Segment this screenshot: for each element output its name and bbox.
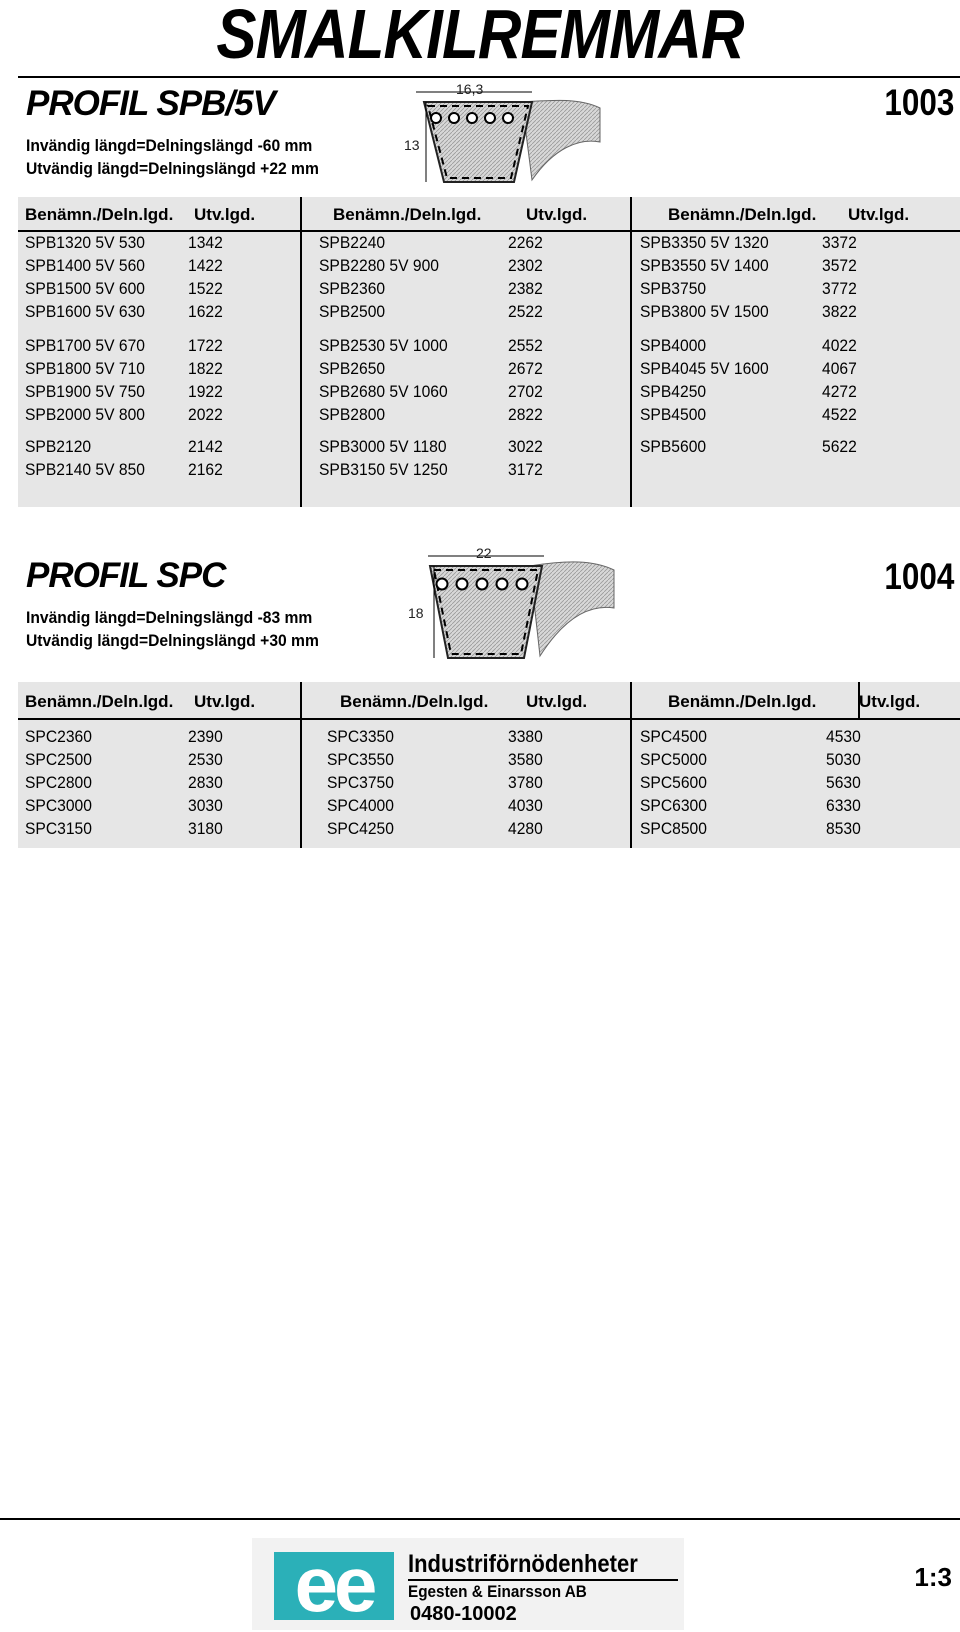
spc-belt-designation: SPC5600 xyxy=(640,773,707,792)
spb-belt-designation: SPB4000 xyxy=(640,336,707,355)
spc-outer-length: 4530 xyxy=(826,727,861,746)
spc-outer-length: 3580 xyxy=(508,750,543,769)
spb-outer-length: 2142 xyxy=(188,437,223,456)
spc-belt-designation: SPC2360 xyxy=(25,727,92,746)
spc-belt-profile-figure xyxy=(408,544,618,670)
spc-header-rule xyxy=(18,718,960,720)
spc-outer-length: 8530 xyxy=(826,819,861,838)
spc-outer-length: 6330 xyxy=(826,796,861,815)
spc-belt-designation: SPC2500 xyxy=(25,750,92,769)
spc-belt-designation: SPC8500 xyxy=(640,819,707,838)
spb-outer-length: 3172 xyxy=(508,460,543,479)
spb-belt-designation: SPB2140 5V 850 xyxy=(25,460,146,479)
spb-header-name: Benämn./Deln.lgd. xyxy=(333,205,482,224)
spc-column-divider xyxy=(300,682,302,848)
spb-section-code: 1003 xyxy=(884,82,954,123)
spc-height-dimension: 18 xyxy=(408,605,424,621)
spb-belt-designation: SPB1800 5V 710 xyxy=(25,359,146,378)
spb-header-rule xyxy=(18,230,960,232)
logo-divider xyxy=(408,1579,678,1581)
spb-outer-length: 2522 xyxy=(508,302,543,321)
spb-belt-designation: SPB2240 xyxy=(319,233,386,252)
spc-outer-length: 3030 xyxy=(188,796,223,815)
spb-outer-length-note: Utvändig längd=Delningslängd +22 mm xyxy=(26,159,319,178)
spc-outer-length: 3780 xyxy=(508,773,543,792)
spb-outer-length: 3572 xyxy=(822,256,857,275)
spb-column-divider xyxy=(630,197,632,507)
spc-header-name: Benämn./Deln.lgd. xyxy=(340,692,489,711)
spb-belt-designation: SPB1600 5V 630 xyxy=(25,302,146,321)
spc-belt-designation: SPC4250 xyxy=(327,819,394,838)
footer-rule xyxy=(0,1518,960,1520)
spc-profile-title: PROFIL SPC xyxy=(26,556,226,595)
spc-outer-length: 3180 xyxy=(188,819,223,838)
page-title: SMALKILREMMAR xyxy=(216,0,744,73)
spc-width-dimension: 22 xyxy=(476,545,492,561)
spb-belt-designation: SPB2360 xyxy=(319,279,386,298)
spc-belt-designation: SPC3550 xyxy=(327,750,394,769)
company-name: Industriförnödenheter xyxy=(408,1550,638,1578)
spb-belt-designation: SPB2280 5V 900 xyxy=(319,256,440,275)
page-number: 1:3 xyxy=(914,1562,952,1592)
spc-belt-designation: SPC2800 xyxy=(25,773,92,792)
spb-belt-profile-figure xyxy=(404,80,604,192)
spc-outer-length: 4280 xyxy=(508,819,543,838)
spb-outer-length: 1342 xyxy=(188,233,223,252)
spb-belt-designation: SPB5600 xyxy=(640,437,707,456)
spc-belt-designation: SPC3350 xyxy=(327,727,394,746)
spb-outer-length: 3372 xyxy=(822,233,857,252)
spc-outer-length: 5630 xyxy=(826,773,861,792)
spb-belt-designation: SPB2000 5V 800 xyxy=(25,405,146,424)
spb-outer-length: 5622 xyxy=(822,437,857,456)
spb-outer-length: 4272 xyxy=(822,382,857,401)
spc-belt-designation: SPC4000 xyxy=(327,796,394,815)
spc-header-name: Benämn./Deln.lgd. xyxy=(25,692,174,711)
ee-logo-mark xyxy=(274,1540,394,1628)
spc-inner-length-note: Invändig längd=Delningslängd -83 mm xyxy=(26,608,313,627)
spb-inner-length-note: Invändig längd=Delningslängd -60 mm xyxy=(26,136,313,155)
spb-belt-designation: SPB1500 5V 600 xyxy=(25,279,146,298)
spb-outer-length: 1422 xyxy=(188,256,223,275)
spb-outer-length: 1522 xyxy=(188,279,223,298)
spc-outer-length: 4030 xyxy=(508,796,543,815)
spb-outer-length: 3772 xyxy=(822,279,857,298)
spb-outer-length: 2262 xyxy=(508,233,543,252)
spb-belt-designation: SPB2530 5V 1000 xyxy=(319,336,448,355)
spb-header-outer: Utv.lgd. xyxy=(848,205,910,224)
spb-belt-designation: SPB2120 xyxy=(25,437,92,456)
spc-table xyxy=(18,682,960,848)
spb-belt-designation: SPB2650 xyxy=(319,359,386,378)
spb-outer-length: 1622 xyxy=(188,302,223,321)
spb-header-outer: Utv.lgd. xyxy=(526,205,588,224)
spb-belt-designation: SPB4500 xyxy=(640,405,707,424)
spb-belt-designation: SPB3750 xyxy=(640,279,707,298)
spb-outer-length: 4067 xyxy=(822,359,857,378)
spb-outer-length: 1822 xyxy=(188,359,223,378)
spb-outer-length: 2822 xyxy=(508,405,543,424)
spc-outer-length: 5030 xyxy=(826,750,861,769)
spb-outer-length: 1722 xyxy=(188,336,223,355)
title-rule xyxy=(18,76,960,78)
spb-header-outer: Utv.lgd. xyxy=(194,205,256,224)
spc-belt-designation: SPC4500 xyxy=(640,727,707,746)
spb-belt-designation: SPB3550 5V 1400 xyxy=(640,256,769,275)
spc-outer-length: 3380 xyxy=(508,727,543,746)
spb-belt-designation: SPB3150 5V 1250 xyxy=(319,460,448,479)
spc-outer-length: 2530 xyxy=(188,750,223,769)
spb-outer-length: 2552 xyxy=(508,336,543,355)
spc-header-outer: Utv.lgd. xyxy=(859,692,921,711)
spb-outer-length: 2702 xyxy=(508,382,543,401)
spb-outer-length: 3022 xyxy=(508,437,543,456)
spb-table xyxy=(18,197,960,507)
spb-belt-designation: SPB1320 5V 530 xyxy=(25,233,146,252)
spb-belt-designation: SPB3800 5V 1500 xyxy=(640,302,769,321)
spb-header-name: Benämn./Deln.lgd. xyxy=(668,205,817,224)
spb-belt-designation: SPB2680 5V 1060 xyxy=(319,382,448,401)
spc-outer-length: 2390 xyxy=(188,727,223,746)
spb-belt-designation: SPB1900 5V 750 xyxy=(25,382,146,401)
spb-outer-length: 4022 xyxy=(822,336,857,355)
spb-belt-designation: SPB2500 xyxy=(319,302,386,321)
logo-letters: ee xyxy=(294,1540,374,1628)
spc-belt-designation: SPC3750 xyxy=(327,773,394,792)
spb-outer-length: 2302 xyxy=(508,256,543,275)
spb-outer-length: 4522 xyxy=(822,405,857,424)
spb-belt-designation: SPB3350 5V 1320 xyxy=(640,233,769,252)
spc-column-divider xyxy=(630,682,632,848)
spb-width-dimension: 16,3 xyxy=(456,81,484,97)
spb-belt-designation: SPB2800 xyxy=(319,405,386,424)
spc-section-code: 1004 xyxy=(884,556,954,597)
spc-outer-length: 2830 xyxy=(188,773,223,792)
spb-column-divider xyxy=(300,197,302,507)
spb-outer-length: 2162 xyxy=(188,460,223,479)
spb-belt-designation: SPB4250 xyxy=(640,382,707,401)
spb-belt-designation: SPB1400 5V 560 xyxy=(25,256,146,275)
spb-outer-length: 2672 xyxy=(508,359,543,378)
spc-belt-designation: SPC5000 xyxy=(640,750,707,769)
spb-belt-designation: SPB1700 5V 670 xyxy=(25,336,146,355)
spb-header-name: Benämn./Deln.lgd. xyxy=(25,205,174,224)
company-subtitle: Egesten & Einarsson AB xyxy=(408,1582,587,1601)
spb-outer-length: 2382 xyxy=(508,279,543,298)
spc-outer-length-note: Utvändig längd=Delningslängd +30 mm xyxy=(26,631,319,650)
spb-outer-length: 3822 xyxy=(822,302,857,321)
spc-belt-designation: SPC3150 xyxy=(25,819,92,838)
company-phone: 0480-10002 xyxy=(410,1603,517,1625)
spc-header-name: Benämn./Deln.lgd. xyxy=(668,692,817,711)
spb-belt-designation: SPB3000 5V 1180 xyxy=(319,437,447,456)
spc-belt-designation: SPC6300 xyxy=(640,796,707,815)
spb-profile-title: PROFIL SPB/5V xyxy=(26,84,275,123)
spb-outer-length: 1922 xyxy=(188,382,223,401)
spb-height-dimension: 13 xyxy=(404,137,420,153)
spb-belt-designation: SPB4045 5V 1600 xyxy=(640,359,769,378)
spc-header-outer: Utv.lgd. xyxy=(526,692,588,711)
spc-belt-designation: SPC3000 xyxy=(25,796,92,815)
spb-outer-length: 2022 xyxy=(188,405,223,424)
spc-header-outer: Utv.lgd. xyxy=(194,692,256,711)
